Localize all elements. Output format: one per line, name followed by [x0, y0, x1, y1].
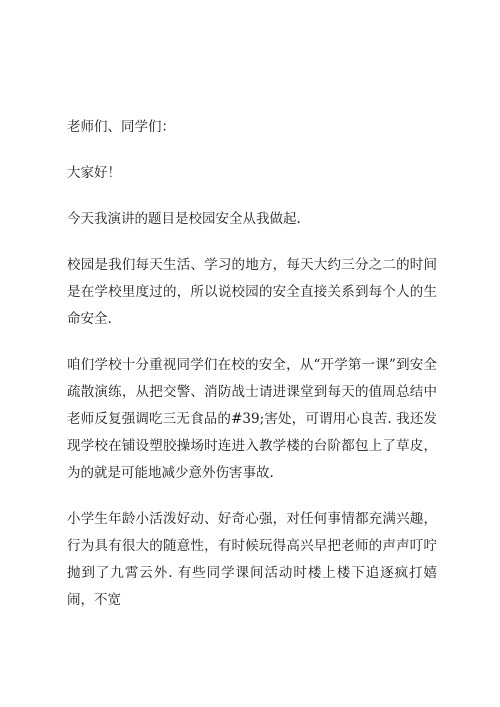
speech-body: [67, 114, 437, 633]
body-paragraph: 校园是我们每天生活、学习的地方，每天大约三分之二的时间是在学校里度过的，所以说校园的安全直接关系到每个人的生命安全.: [67, 257, 437, 327]
greeting-paragraph: 大家好！: [67, 165, 121, 181]
body-paragraph: 小学生年龄小活泼好动、好奇心强，对任何事情都充满兴趣，行为具有很大的随意性，有时候玩得高兴早把老师的声声叮咛抛到了九霄云外. 有些同学课间活动时楼上楼下追逐疯打嬉闹，不宽: [67, 511, 437, 608]
topic-paragraph: 今天我演讲的题目是校园安全从我做起.: [67, 211, 301, 227]
body-paragraph: 咱们学校十分重视同学们在校的安全，从“开学第一课”到安全疏散演练，从把交警、消防战士请进课堂到每天的值周总结中老师反复强调吃三无食品的#39;害处，可谓用心良苦. 我还发现学校在铺设塑胶操场时连进入教学楼的台阶都包上了草皮，为的就是可能地减少意外伤害事故.: [67, 357, 437, 481]
salutation-paragraph: 老师们、同学们：: [67, 119, 175, 135]
